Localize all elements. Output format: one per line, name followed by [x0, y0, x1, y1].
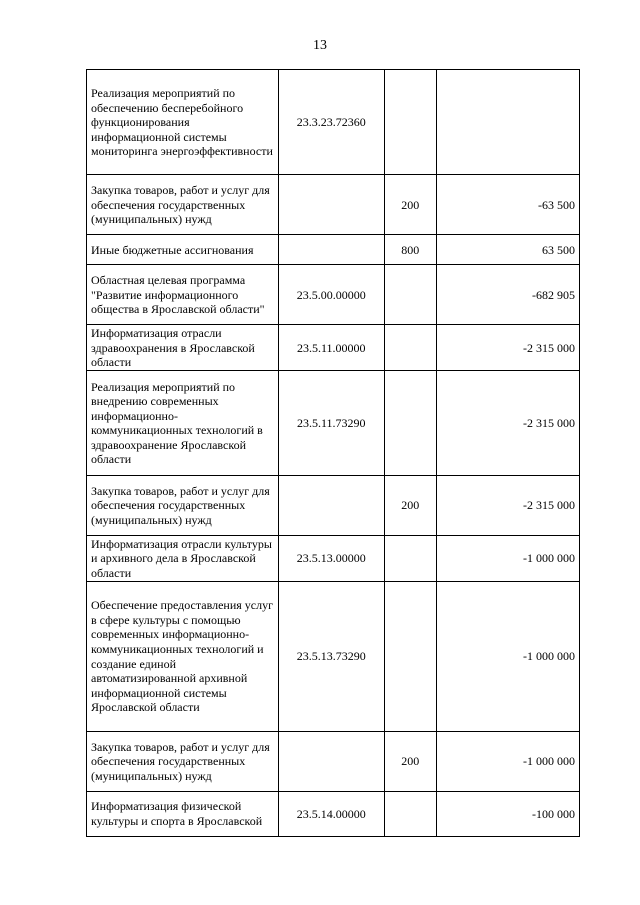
row-sum-cell: -63 500: [436, 175, 579, 235]
row-expense-type-cell: 200: [384, 731, 436, 791]
budget-table: [86, 69, 580, 837]
row-expense-type-cell: [384, 370, 436, 475]
table-row: [87, 791, 580, 836]
row-name-cell: Информатизация отрасли культуры и архивного дела в Ярославской области: [87, 535, 279, 581]
row-name-cell: Информатизация физической культуры и спорта в Ярославской: [87, 791, 279, 836]
row-sum-cell: -1 000 000: [436, 581, 579, 731]
row-sum-cell: -2 315 000: [436, 370, 579, 475]
row-sum-cell: -682 905: [436, 265, 579, 325]
row-code-cell: 23.5.13.00000: [278, 535, 384, 581]
row-sum-cell: -1 000 000: [436, 731, 579, 791]
row-code-cell: 23.5.14.00000: [278, 791, 384, 836]
row-name-cell: Обеспечение предоставления услуг в сфере культуры с помощью современных информационно-коммуникационных технологий и создание единой автоматизированной архивной информационной системы Ярославской области: [87, 581, 279, 731]
row-expense-type-cell: [384, 581, 436, 731]
row-expense-type-cell: [384, 535, 436, 581]
table-row: [87, 370, 580, 475]
row-expense-type-cell: [384, 265, 436, 325]
table-row: [87, 535, 580, 581]
page-number: 13: [313, 38, 327, 53]
row-code-cell: [278, 731, 384, 791]
row-sum-cell: -1 000 000: [436, 535, 579, 581]
table-row: [87, 175, 580, 235]
row-name-cell: Информатизация отрасли здравоохранения в Ярославской области: [87, 325, 279, 371]
row-name-cell: Иные бюджетные ассигнования: [87, 235, 279, 265]
row-code-cell: 23.3.23.72360: [278, 70, 384, 175]
row-code-cell: [278, 235, 384, 265]
row-sum-cell: -2 315 000: [436, 475, 579, 535]
row-expense-type-cell: 800: [384, 235, 436, 265]
row-sum-cell: -2 315 000: [436, 325, 579, 371]
row-expense-type-cell: [384, 325, 436, 371]
row-expense-type-cell: [384, 791, 436, 836]
table-row: [87, 325, 580, 371]
row-code-cell: 23.5.13.73290: [278, 581, 384, 731]
table-row: [87, 235, 580, 265]
row-name-cell: Реализация мероприятий по внедрению современных информационно-коммуникационных технологий в здравоохранение Ярославской области: [87, 370, 279, 475]
row-code-cell: 23.5.11.00000: [278, 325, 384, 371]
row-code-cell: 23.5.11.73290: [278, 370, 384, 475]
row-sum-cell: 63 500: [436, 235, 579, 265]
table-row: [87, 731, 580, 791]
row-code-cell: [278, 475, 384, 535]
row-name-cell: Закупка товаров, работ и услуг для обеспечения государственных (муниципальных) нужд: [87, 731, 279, 791]
row-expense-type-cell: [384, 70, 436, 175]
table-row: [87, 475, 580, 535]
table-row: [87, 70, 580, 175]
row-name-cell: Закупка товаров, работ и услуг для обеспечения государственных (муниципальных) нужд: [87, 175, 279, 235]
row-sum-cell: [436, 70, 579, 175]
row-expense-type-cell: 200: [384, 475, 436, 535]
row-sum-cell: -100 000: [436, 791, 579, 836]
row-code-cell: [278, 175, 384, 235]
row-name-cell: Областная целевая программа "Развитие информационного общества в Ярославской области": [87, 265, 279, 325]
table-row: [87, 581, 580, 731]
table-row: [87, 265, 580, 325]
row-expense-type-cell: 200: [384, 175, 436, 235]
row-name-cell: Реализация мероприятий по обеспечению бесперебойного функционирования информационной системы мониторинга энергоэффективности: [87, 70, 279, 175]
row-name-cell: Закупка товаров, работ и услуг для обеспечения государственных (муниципальных) нужд: [87, 475, 279, 535]
row-code-cell: 23.5.00.00000: [278, 265, 384, 325]
